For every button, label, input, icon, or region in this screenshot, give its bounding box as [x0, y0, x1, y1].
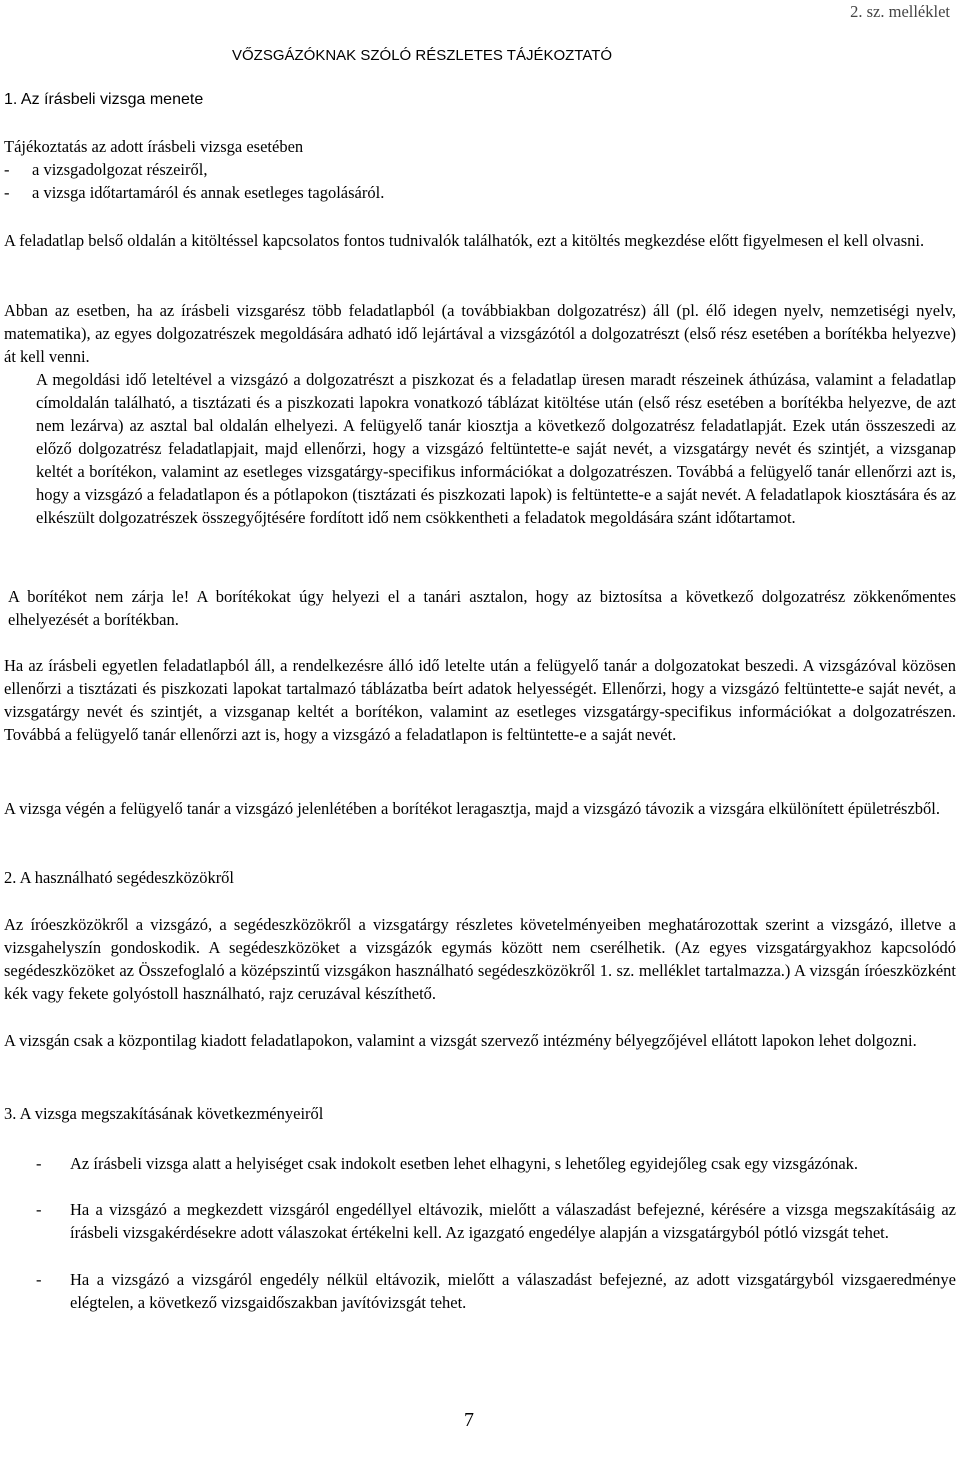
section-1-heading: 1. Az írásbeli vizsga menete — [4, 91, 204, 108]
dash-marker: - — [4, 183, 10, 202]
section-1-dash-item — [4, 181, 384, 204]
section-1-paragraph: A megoldási idő leteltével a vizsgázó a dolgozatrészt a piszkozat és a feladatlap üresen maradt részeinek áthúzása, valamint a feladatlap címoldalán található, a tisztázati és a piszkozati lapokra vonatkozó táblázat kitöltése után (első rész esetében a borítékba helyezve, de azt nem lezárva) az asztal bal oldalán elhelyezi. A felügyelő tanár kiosztja a következő dolgozatrész feladatlapját. Ezek után összeszedi az előző dolgozatrész feladatlapjait, majd ellenőrzi, hogy a vizsgázó feltüntette-e saját nevét, a vizsgatárgy nevét és szintjét, a vizsganap keltét a borítékon, valamint az esetleges vizsgatárgy-specifikus információkat a dolgozatrészen. Továbbá a felügyelő tanár ellenőrzi azt is, hogy a vizsgázó a feladatlapon és a pótlapokon (tisztázati és piszkozati lapok) is feltüntette-e a saját nevét. A feladatlapok kiosztására és az elkészült dolgozatrészek összegyőjtésére fordított idő nem csökkentheti a feladatok megoldására szánt időtartamot. — [36, 370, 956, 527]
section-1-paragraph: Ha az írásbeli egyetlen feladatlapból áll, a rendelkezésre álló idő letelte után a felügyelő tanár a dolgozatokat beszedi. A vizsgázóval közösen ellenőrzi a tisztázati és piszkozati lapokat tartalmazó táblázatba beírt adatok helyességét. Ellenőrzi, hogy a vizsgázó feltüntette-e saját nevét, a vizsgatárgy nevét és szintjét, a vizsganap keltét a borítékon, valamint az esetleges vizsgatárgy-specifikus információkat a dolgozatrészen. Továbbá a felügyelő tanár ellenőrzi azt is, hogy a vizsgázó a feladatlapon is feltüntette-e a saját nevét. — [4, 656, 956, 744]
section-2-heading: 2. A használható segédeszközökről — [4, 868, 235, 887]
section-1-paragraph: A feladatlap belső oldalán a kitöltéssel kapcsolatos fontos tudnivalók találhatók, ezt a kitöltés megkezdése előtt figyelmesen el kell olvasni. — [4, 231, 925, 250]
section-1-paragraph: Abban az esetben, ha az írásbeli vizsgarész több feladatlapból (a továbbiakban dolgozatrész) áll (pl. élő idegen nyelv, nemzetiségi nyelv, matematika), az egyes dolgozatrészek megoldására adható idő lejártával a vizsgázótól a dolgozatrészt (első rész esetében a borítékba helyezve) át kell venni. — [4, 301, 956, 366]
section-2-paragraph: Az íróeszközökről a vizsgázó, a segédeszközökről a vizsgatárgy részletes követelményeiben meghatározottak szerint a vizsgázó, illetve a vizsgahelyszín gondoskodik. A segédeszközöket a vizsgázók egymás között nem cserélhetik. (Az egyes vizsgatárgyakhoz kapcsolódó segédeszközöket az Összefoglaló a középszintű vizsgákon használható segédeszközökről 1. sz. melléklet tartalmazza.) A vizsgán íróeszközként kék vagy fekete golyóstoll használható, rajz ceruzával készíthető. — [4, 915, 956, 1003]
section-1-intro: Tájékoztatás az adott írásbeli vizsga esetében — [4, 137, 304, 156]
list-item-text: Az írásbeli vizsga alatt a helyiséget csak indokolt esetben lehet elhagyni, s lehetőleg egyidejőleg csak egy vizsgázónak. — [70, 1154, 859, 1173]
dash-marker: - — [4, 160, 10, 179]
document-title: VŐZSGÁZÓKNAK SZÓLÓ RÉSZLETES TÁJÉKOZTATÓ — [232, 47, 613, 64]
section-2-paragraph: A vizsgán csak a központilag kiadott feladatlapokon, valamint a vizsgát szervező intézmény bélyegzőjével ellátott lapokon lehet dolgozni. — [4, 1031, 917, 1050]
page-number: 7 — [464, 1409, 474, 1431]
section-1-paragraph: A borítékot nem zárja le! A borítékokat úgy helyezi el a tanári asztalon, hogy az biztosítsa a következő dolgozatrész zökkenőmentes elhelyezését a borítékban. — [8, 587, 956, 629]
dash-item-text: a vizsgadolgozat részeiről, — [32, 160, 208, 179]
dash-marker: - — [36, 1200, 42, 1219]
section-1-paragraph: A vizsga végén a felügyelő tanár a vizsgázó jelenlétében a borítékot leragasztja, majd a vizsgázó távozik a vizsgára elkülönített épületrészből. — [4, 799, 940, 818]
dash-marker: - — [36, 1154, 42, 1173]
attachment-label: 2. sz. melléklet — [850, 2, 950, 21]
section-1-dash-item — [4, 158, 207, 181]
dash-item-text: a vizsga időtartamáról és annak esetleges tagolásáról. — [32, 183, 385, 202]
list-item-text: Ha a vizsgázó a megkezdett vizsgáról engedéllyel eltávozik, mielőtt a válaszadást befejezné, kérésére a vizsga megszakításáig az írásbeli vizsgakérdésekre adott válaszokat értékelni kell. Az igazgató engedélye alapján a vizsgatárgyból pótló vizsgát tehet. — [70, 1200, 956, 1242]
dash-marker: - — [36, 1270, 42, 1289]
section-3-heading: 3. A vizsga megszakításának következményeiről — [4, 1104, 324, 1123]
list-item-text: Ha a vizsgázó a vizsgáról engedély nélkül eltávozik, mielőtt a válaszadást befejezné, az adott vizsgatárgyból vizsgaeredménye elégtelen, a következő vizsgaidőszakban javítóvizsgát tehet. — [70, 1270, 956, 1312]
